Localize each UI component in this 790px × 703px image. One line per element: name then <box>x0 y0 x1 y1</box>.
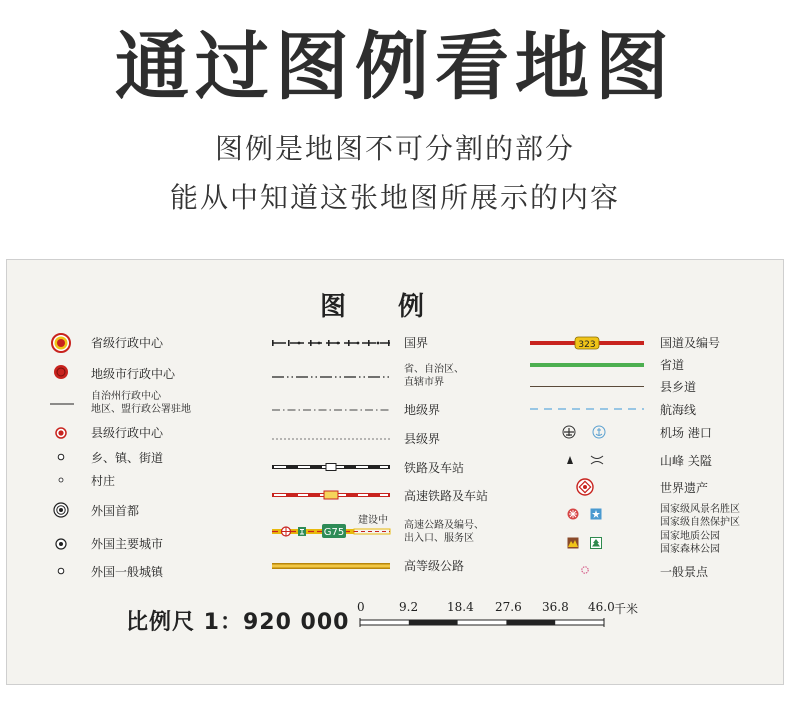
legend-national-border: 国界 <box>404 336 429 350</box>
provincial-capital-icon <box>51 333 71 353</box>
legend-title-right: 例 <box>398 292 425 322</box>
legend-scenic-spot: 一般景点 <box>660 565 709 579</box>
legend-forest-park: 国家森林公园 <box>660 544 720 555</box>
legend-airport-port: 机场 港口 <box>660 426 712 440</box>
scale-tick-1: 9.2 <box>399 600 419 614</box>
legend-scenic-area: 国家级风景名胜区 <box>660 504 740 515</box>
sea-route-icon <box>530 407 644 411</box>
legend-peak-pass: 山峰 关隘 <box>660 454 712 468</box>
scale-tick-2: 18.4 <box>447 600 474 614</box>
high-speed-railway-icon <box>272 490 390 500</box>
legend-foreign-town: 外国一般城镇 <box>91 565 164 579</box>
township-icon <box>57 453 65 461</box>
legend-under-construction: 建设中 <box>358 515 388 526</box>
hero-title: 通过图例看地图 <box>115 24 675 110</box>
national-road-icon <box>530 336 644 350</box>
national-border-icon <box>272 338 390 348</box>
county-seat-icon <box>55 427 67 439</box>
highway-icon <box>272 562 390 570</box>
county-road-icon <box>530 385 644 388</box>
county-border-icon <box>272 436 390 442</box>
legend-foreign-major-city: 外国主要城市 <box>91 537 164 551</box>
provincial-border-icon <box>272 374 390 380</box>
mountain-pass-icon <box>590 455 604 465</box>
port-icon <box>592 425 606 439</box>
legend-township: 乡、镇、街道 <box>91 451 164 465</box>
g75-badge-text: G75 <box>323 527 345 538</box>
scale-tick-4: 36.8 <box>542 600 569 614</box>
forest-park-icon <box>590 537 602 549</box>
legend-highway: 高等级公路 <box>404 559 465 573</box>
scale-tick-0: 0 <box>357 600 365 614</box>
legend-provincial-road: 省道 <box>660 358 685 372</box>
foreign-capital-icon <box>53 502 69 518</box>
legend-foreign-capital: 外国首都 <box>91 504 140 518</box>
provincial-road-icon <box>530 363 644 368</box>
legend-provincial-border-1: 省、自治区、 <box>404 364 464 375</box>
scale-tick-3: 27.6 <box>495 600 522 614</box>
railway-station-icon <box>272 462 390 472</box>
scenic-area-icon <box>567 508 579 520</box>
national-road-number-text: 323 <box>578 340 596 350</box>
scale-bar <box>360 618 608 628</box>
scale-label: 比例尺 1：920 000 <box>126 610 350 635</box>
airport-icon <box>562 425 576 439</box>
world-heritage-icon <box>576 478 594 496</box>
scenic-spot-icon <box>581 566 589 574</box>
hero-subtitle-1: 图例是地图不可分割的部分 <box>214 132 575 165</box>
legend-prefecture-city: 地级市行政中心 <box>91 367 176 381</box>
legend-expressway-1: 高速公路及编号、 <box>404 520 484 531</box>
legend-county-border: 县级界 <box>404 432 441 446</box>
prefecture-border-icon <box>272 407 390 413</box>
foreign-town-icon <box>57 567 65 575</box>
village-icon <box>58 477 64 483</box>
legend-world-heritage: 世界遗产 <box>660 481 709 495</box>
legend-county-seat: 县级行政中心 <box>91 426 164 440</box>
legend-nature-reserve: 国家级自然保护区 <box>660 517 740 528</box>
legend-prefecture-border: 地级界 <box>404 403 441 417</box>
legend-district-seat: 地区、盟行政公署驻地 <box>91 404 191 415</box>
legend-railway: 铁路及车站 <box>404 461 465 475</box>
legend-national-road: 国道及编号 <box>660 336 721 350</box>
scale-unit: 千米 <box>614 602 639 616</box>
autonomous-prefecture-line-icon <box>50 402 74 406</box>
legend-sea-route: 航海线 <box>660 403 697 417</box>
legend-provincial-capital: 省级行政中心 <box>91 336 164 350</box>
legend-title-left: 图 <box>320 292 347 322</box>
geopark-icon <box>567 537 579 549</box>
legend-village: 村庄 <box>91 474 116 488</box>
hero-subtitle-2: 能从中知道这张地图所展示的内容 <box>169 181 620 214</box>
legend-autonomous-prefecture: 自治州行政中心 <box>91 391 161 402</box>
legend-high-speed-railway: 高速铁路及车站 <box>404 489 489 503</box>
mountain-peak-icon <box>566 455 574 465</box>
legend-expressway-2: 出入口、服务区 <box>404 533 474 544</box>
legend-county-road: 县乡道 <box>660 380 697 394</box>
legend-geopark: 国家地质公园 <box>660 531 720 542</box>
nature-reserve-icon <box>590 508 602 520</box>
foreign-major-city-icon <box>55 538 67 550</box>
legend-title <box>320 286 424 323</box>
legend-provincial-border-2: 直辖市界 <box>404 377 444 388</box>
prefecture-city-icon <box>53 364 69 380</box>
scale-tick-5: 46.0 <box>588 600 615 614</box>
